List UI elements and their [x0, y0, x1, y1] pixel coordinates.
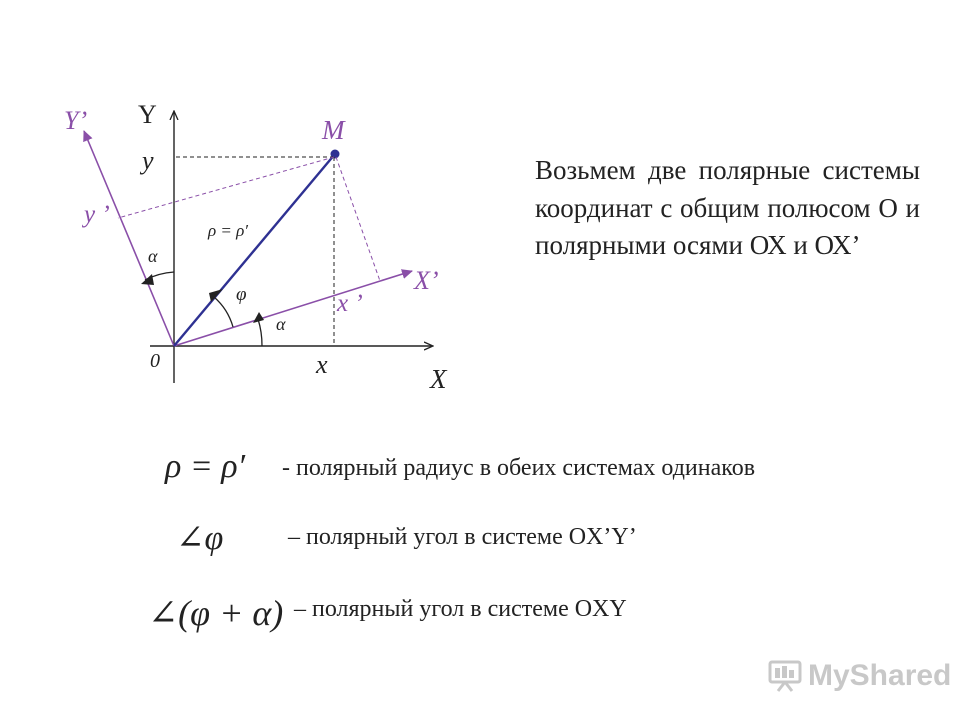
radius-vector	[174, 154, 335, 346]
formula-phi-alpha: ∠(φ + α)	[148, 593, 284, 633]
origin-label: 0	[150, 350, 160, 372]
row-text-phi: – полярный угол в системе OX’Y’	[288, 524, 637, 550]
x-axis-label: X	[430, 364, 447, 394]
formula-phi: ∠φ	[176, 520, 224, 557]
alpha-x-label: α	[276, 314, 286, 334]
y-prime-axis	[84, 131, 174, 346]
x-prime-axis	[174, 271, 412, 346]
angle-arc-phi	[214, 297, 233, 327]
presentation-icon	[768, 659, 802, 693]
angle-arrow-alpha-x	[253, 312, 264, 323]
point-m-label: M	[322, 115, 345, 145]
angle-arrow-alpha-y	[141, 274, 154, 285]
formula-rho: ρ = ρ′	[165, 448, 246, 485]
proj-x-prime-label: x ’	[337, 290, 363, 317]
angle-arrow-phi	[209, 289, 223, 302]
watermark-text: MyShared	[808, 659, 952, 692]
watermark	[768, 656, 951, 696]
phi-label: φ	[236, 284, 247, 305]
proj-y-label: y	[142, 146, 154, 175]
rho-label: ρ = ρ′	[208, 221, 249, 240]
row-text-rho: - полярный радиус в обеих системах одинаков	[282, 455, 756, 481]
proj-y-prime-label: y ’	[84, 201, 110, 228]
row-text-phi-alpha: – полярный угол в системе OXY	[294, 596, 627, 622]
alpha-y-label: α	[148, 246, 158, 266]
proj-x-label: x	[316, 350, 328, 379]
x-prime-axis-label: X’	[414, 266, 439, 295]
y-prime-axis-label: Y’	[64, 106, 88, 135]
intro-paragraph: Возьмем две полярные системы координат с общим полюсом О и полярными осями ОХ и ОХ’	[535, 155, 920, 260]
angle-arc-alpha-x	[258, 319, 262, 346]
y-axis-label: Y	[138, 100, 157, 129]
projection-x-prime	[336, 157, 380, 281]
